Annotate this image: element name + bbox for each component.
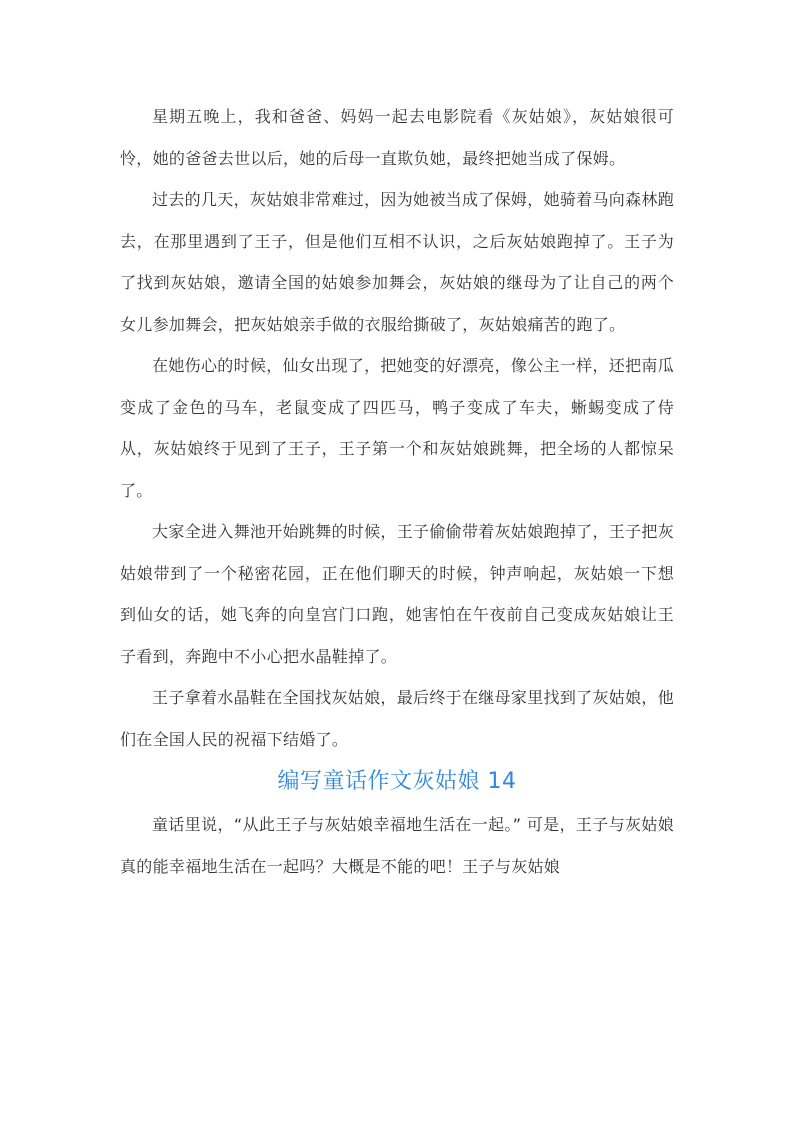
paragraph-wedding: 王子拿着水晶鞋在全国找灰姑娘，最后终于在继母家里找到了灰姑娘，他们在全国人民的祝福下结婚了。 bbox=[120, 688, 674, 749]
section-heading: 编写童话作文灰姑娘 14 bbox=[277, 769, 517, 794]
paragraph-fairytale-question: 童话里说，“从此王子与灰姑娘幸福地生活在一起。” 可是，王子与灰姑娘真的能幸福地生活在一起吗？大概是不能的吧！王子与灰姑娘 bbox=[120, 815, 674, 876]
paragraph-midnight: 大家全进入舞池开始跳舞的时候，王子偷偷带着灰姑娘跑掉了，王子把灰姑娘带到了一个秘密花园，正在他们聊天的时候，钟声响起，灰姑娘一下想到仙女的话，她飞奔的向皇宫门口跑，她害怕在午夜前自己变成灰姑娘让王子看到，奔跑中不小心把水晶鞋掉了。 bbox=[120, 522, 674, 666]
document-body bbox=[120, 96, 674, 887]
paragraph-meeting-prince: 过去的几天，灰姑娘非常难过，因为她被当成了保姆，她骑着马向森林跑去，在那里遇到了王子，但是他们互相不认识，之后灰姑娘跑掉了。王子为了找到灰姑娘，邀请全国的姑娘参加舞会，灰姑娘的继母为了让自己的两个女儿参加舞会，把灰姑娘亲手做的衣服给撕破了，灰姑娘痛苦的跑了。 bbox=[120, 190, 674, 334]
paragraph-movie-intro: 星期五晚上，我和爸爸、妈妈一起去电影院看《灰姑娘》，灰姑娘很可怜，她的爸爸去世以后，她的后母一直欺负她，最终把她当成了保姆。 bbox=[120, 107, 674, 168]
paragraph-fairy-appears: 在她伤心的时候，仙女出现了，把她变的好漂亮，像公主一样，还把南瓜变成了金色的马车，老鼠变成了四匹马，鸭子变成了车夫，蜥蜴变成了侍从，灰姑娘终于见到了王子，王子第一个和灰姑娘跳舞，把全场的人都惊呆了。 bbox=[120, 356, 674, 500]
